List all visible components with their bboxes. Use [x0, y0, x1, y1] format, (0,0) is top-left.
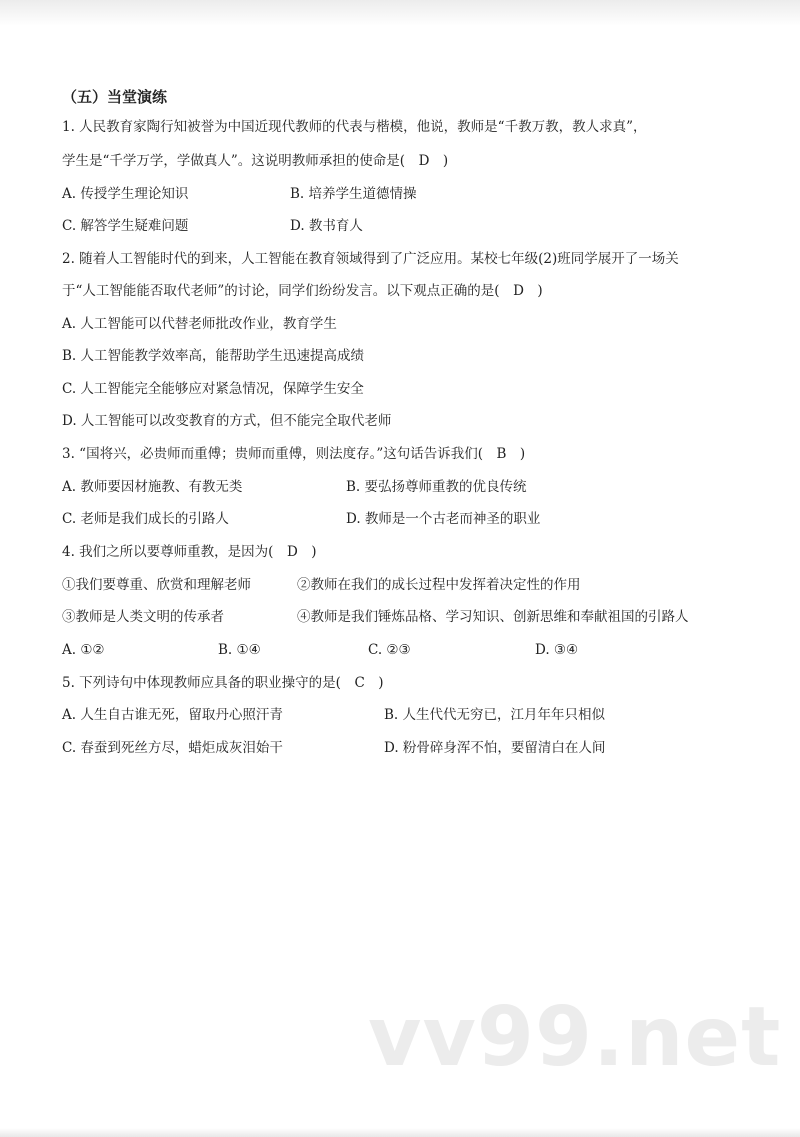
q4-stem: 4. 我们之所以要尊师重教，是因为( D ) — [62, 544, 317, 560]
q2-stem-line-2: 于“人工智能能否取代老师”的讨论，同学们纷纷发言。以下观点正确的是( D ) — [62, 283, 543, 299]
section-title: （五）当堂演练 — [62, 88, 168, 106]
watermark: vv99.net — [368, 990, 782, 1085]
q2-option-c: C. 人工智能完全能够应对紧急情况，保障学生安全 — [62, 381, 364, 397]
q3-stem: 3. “国将兴，必贵师而重傅；贵师而重傅，则法度存。”这句话告诉我们( B ) — [62, 446, 526, 462]
q2-option-d: D. 人工智能可以改变教育的方式，但不能完全取代老师 — [62, 413, 392, 429]
q5-option-b: B. 人生代代无穷已，江月年年只相似 — [384, 707, 606, 723]
q1-option-a: A. 传授学生理论知识 — [62, 186, 189, 202]
q1-stem-line-2: 学生是“千学万学，学做真人”。这说明教师承担的使命是( D ) — [62, 153, 449, 169]
q2-stem-line-1: 2. 随着人工智能时代的到来，人工智能在教育领域得到了广泛应用。某校七年级(2)班同学展开了一场关 — [62, 251, 679, 267]
q1-option-d: D. 教书育人 — [290, 218, 363, 234]
q1-option-b: B. 培养学生道德情操 — [290, 186, 417, 202]
q2-option-a: A. 人工智能可以代替老师批改作业，教育学生 — [62, 316, 337, 332]
q4-option-d: D. ③④ — [535, 642, 579, 658]
q4-option-b: B. ①④ — [218, 642, 261, 658]
q3-option-d: D. 教师是一个古老而神圣的职业 — [346, 511, 541, 527]
q4-statement-2: ②教师在我们的成长过程中发挥着决定性的作用 — [297, 577, 581, 593]
q4-option-c: C. ②③ — [368, 642, 411, 658]
q5-option-a: A. 人生自古谁无死，留取丹心照汗青 — [62, 707, 283, 723]
bottom-page-edge — [0, 1128, 800, 1137]
q4-statement-4: ④教师是我们锤炼品格、学习知识、创新思维和奉献祖国的引路人 — [297, 609, 689, 625]
q3-option-c: C. 老师是我们成长的引路人 — [62, 511, 229, 527]
q1-option-c: C. 解答学生疑难问题 — [62, 218, 189, 234]
q2-option-b: B. 人工智能教学效率高，能帮助学生迅速提高成绩 — [62, 348, 365, 364]
q5-option-c: C. 春蚕到死丝方尽，蜡炬成灰泪始干 — [62, 740, 283, 756]
q4-statement-1: ①我们要尊重、欣赏和理解老师 — [62, 577, 251, 593]
q5-stem: 5. 下列诗句中体现教师应具备的职业操守的是( C ) — [62, 675, 384, 691]
q1-stem-line-1: 1. 人民教育家陶行知被誉为中国近现代教师的代表与楷模，他说，教师是“千教万教，教人求真”， — [62, 119, 647, 135]
q3-option-b: B. 要弘扬尊师重教的优良传统 — [346, 479, 527, 495]
q4-option-a: A. ①② — [62, 642, 105, 658]
q5-option-d: D. 粉骨碎身浑不怕，要留清白在人间 — [384, 740, 606, 756]
q4-statement-3: ③教师是人类文明的传承者 — [62, 609, 224, 625]
q3-option-a: A. 教师要因材施教、有教无类 — [62, 479, 243, 495]
